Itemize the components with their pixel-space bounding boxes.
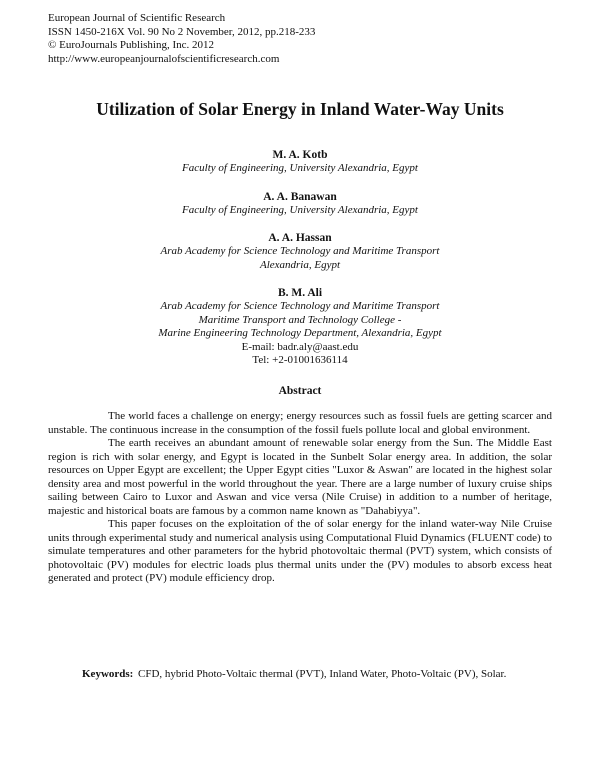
author-phone: Tel: +2-01001636114 [252, 354, 348, 366]
author-affiliation: Maritime Transport and Technology College - [198, 313, 402, 326]
author-affiliation: Faculty of Engineering, University Alexandria, Egypt [182, 203, 418, 216]
keywords-section [82, 668, 518, 682]
abstract-body [48, 410, 552, 586]
author-name: B. M. Ali [277, 287, 323, 299]
author-email: E-mail: badr.aly@aast.edu [241, 340, 359, 353]
author-block [0, 148, 600, 176]
journal-name: European Journal of Scientific Research [48, 12, 226, 24]
issn-line: ISSN 1450-216X Vol. 90 No 2 November, 2012, pp.218-233 [48, 25, 316, 38]
journal-url[interactable]: http://www.europeanjournalofscientificresearch.com [48, 52, 280, 65]
author-name: A. A. Hassan [268, 232, 332, 244]
abstract-heading: Abstract [278, 385, 322, 397]
paper-title: Utilization of Solar Energy in Inland Water-Way Units [96, 99, 504, 119]
author-list [0, 148, 600, 382]
author-affiliation: Marine Engineering Technology Department, Alexandria, Egypt [158, 327, 442, 339]
journal-header [48, 12, 315, 66]
keywords-label: Keywords: [82, 668, 134, 680]
author-name: M. A. Kotb [272, 149, 328, 161]
author-block [0, 190, 600, 218]
abstract-paragraph: This paper focuses on the exploitation of the of solar energy for the inland water-way Nile Cruise units through experimental study and numerical analysis using Computational Fluid Dynamics (FLUENT code) to simulate temperatures and other parameters for the hybrid photovoltaic thermal (PVT) system, which consists of photovoltaic (PV) modules for electric loads plus thermal units under the (PV) modules to absorb excess heat generated and protect (PV) module efficiency drop. [48, 518, 552, 584]
copyright-line: © EuroJournals Publishing, Inc. 2012 [48, 39, 215, 51]
author-block [0, 231, 600, 272]
keywords-text: CFD, hybrid Photo-Voltaic thermal (PVT), Inland Water, Photo-Voltaic (PV), Solar. [138, 668, 507, 680]
author-affiliation: Arab Academy for Science Technology and Maritime Transport [160, 245, 440, 257]
author-affiliation: Alexandria, Egypt [259, 258, 341, 271]
abstract-paragraph: The earth receives an abundant amount of renewable solar energy from the Sun. The Middle East region is rich with solar energy, and Egypt is located in the Sunbelt Solar energy area. In addition, the solar resources on Upper Egypt are excellent; the Upper Egypt cities "Luxor & Aswan" are located in the highest solar density area and most powerful in the world throughout the year. There are a large number of luxury cruise ships sailing between Cairo to Luxor and Aswan and vice versa (Nile Cruise) in addition to a number of heritage, majestic and historical boats are famous by a common name known as "Dahabiyya". [48, 437, 552, 517]
author-affiliation: Arab Academy for Science Technology and Maritime Transport [160, 300, 440, 312]
author-affiliation: Faculty of Engineering, University Alexandria, Egypt [182, 162, 418, 174]
author-name: A. A. Banawan [263, 190, 337, 203]
abstract-paragraph: The world faces a challenge on energy; energy resources such as fossil fuels are getting scarcer and unstable. The continuous increase in the consumption of the fossil fuels pollute local and global environment. [48, 410, 552, 436]
author-block [0, 286, 600, 368]
